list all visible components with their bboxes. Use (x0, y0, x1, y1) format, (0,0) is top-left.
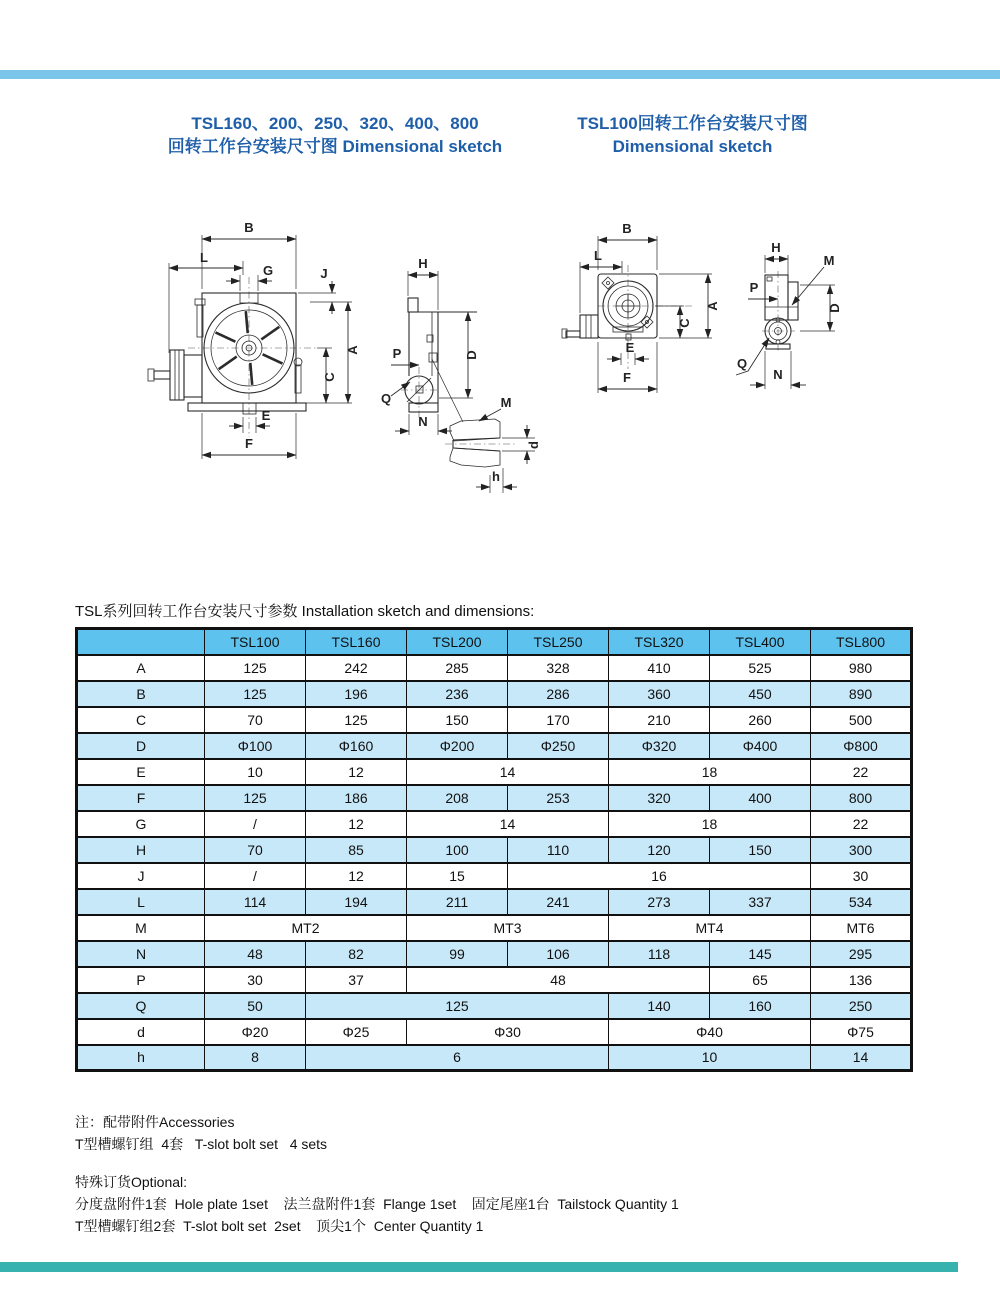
dimension-cell: 14 (407, 759, 609, 785)
dimension-cell: 337 (710, 889, 811, 915)
bottom-accent-bar (0, 1262, 958, 1272)
dim-label-j: J (320, 266, 328, 281)
dimension-cell: 150 (710, 837, 811, 863)
dimension-cell: 14 (811, 1045, 912, 1071)
dim-label-l: L (594, 248, 602, 263)
table-body (77, 655, 912, 1071)
dimension-cell: 30 (811, 863, 912, 889)
dimension-cell: 320 (609, 785, 710, 811)
dimension-cell: 37 (306, 967, 407, 993)
dimension-cell: Φ100 (205, 733, 306, 759)
dim-label-q: Q (380, 391, 392, 406)
dimension-cell: 48 (407, 967, 710, 993)
row-label: A (77, 655, 205, 681)
dimension-cell: 125 (306, 707, 407, 733)
dimension-cell: 10 (609, 1045, 811, 1071)
dimension-cell: 14 (407, 811, 609, 837)
row-label: E (77, 759, 205, 785)
dimension-cell: 150 (407, 707, 508, 733)
table-row (77, 707, 912, 733)
table-header (77, 629, 912, 655)
dimension-cell: 6 (306, 1045, 609, 1071)
dimension-cell: 70 (205, 707, 306, 733)
dimension-cell: 410 (609, 655, 710, 681)
dimension-cell: Φ160 (306, 733, 407, 759)
dimension-cell: Φ40 (609, 1019, 811, 1045)
dim-label-h-side: H (771, 240, 781, 255)
dimension-cell: 110 (508, 837, 609, 863)
dimension-cell: 260 (710, 707, 811, 733)
dim-label-p: P (392, 346, 402, 361)
dimension-cell: Φ25 (306, 1019, 407, 1045)
dim-label-f: F (245, 436, 253, 451)
dimension-cell: 125 (205, 655, 306, 681)
dimension-cell: 170 (508, 707, 609, 733)
table-row (77, 681, 912, 707)
sketch-side-view-tsl-series (375, 235, 555, 500)
dimension-cell: MT3 (407, 915, 609, 941)
row-label: G (77, 811, 205, 837)
dim-label-m: M (823, 253, 835, 268)
column-header: TSL800 (811, 629, 912, 655)
row-label: D (77, 733, 205, 759)
heading-tsl100 (535, 112, 850, 158)
dim-label-p: P (749, 280, 759, 295)
sketch-side-view-tsl100 (735, 225, 905, 410)
dim-label-n: N (773, 367, 783, 382)
dimension-cell: 300 (811, 837, 912, 863)
row-label: M (77, 915, 205, 941)
dimension-cell: 100 (407, 837, 508, 863)
row-label: N (77, 941, 205, 967)
dim-label-h-side: H (418, 256, 428, 271)
column-header: TSL100 (205, 629, 306, 655)
row-label: h (77, 1045, 205, 1071)
dimension-cell: 22 (811, 811, 912, 837)
dimension-cell: 295 (811, 941, 912, 967)
dimension-cell: 30 (205, 967, 306, 993)
table-row (77, 1045, 912, 1071)
row-label: P (77, 967, 205, 993)
column-header: TSL250 (508, 629, 609, 655)
row-label: C (77, 707, 205, 733)
heading-tsl-series-line2: 回转工作台安装尺寸图 Dimensional sketch (167, 137, 503, 156)
note-optional-item2: T型槽螺钉组2套 T-slot bolt set 2set 顶尖1个 Center Quantity 1 (75, 1218, 484, 1234)
dimension-cell: 50 (205, 993, 306, 1019)
dim-label-n: N (418, 414, 428, 429)
dimension-cell: 360 (609, 681, 710, 707)
dimension-cell: MT6 (811, 915, 912, 941)
table-row (77, 941, 912, 967)
table-row (77, 837, 912, 863)
dimension-cell: 241 (508, 889, 609, 915)
dimension-cell: 125 (205, 681, 306, 707)
dimension-cell: MT4 (609, 915, 811, 941)
dim-label-c: C (677, 318, 692, 328)
corner-cell (77, 629, 205, 655)
dimension-cell: Φ75 (811, 1019, 912, 1045)
column-header: TSL320 (609, 629, 710, 655)
note-optional-label: 特殊订货Optional: (75, 1174, 188, 1190)
dimension-cell: 250 (811, 993, 912, 1019)
row-label: L (77, 889, 205, 915)
dimension-cell: 210 (609, 707, 710, 733)
row-label: H (77, 837, 205, 863)
dimension-cell: 273 (609, 889, 710, 915)
row-label: J (77, 863, 205, 889)
column-header: TSL160 (306, 629, 407, 655)
row-label: B (77, 681, 205, 707)
dim-label-a: A (705, 301, 720, 311)
dimension-cell: 70 (205, 837, 306, 863)
dimension-cell: 285 (407, 655, 508, 681)
dim-label-c: C (322, 372, 337, 382)
top-accent-bar (0, 70, 1000, 79)
dimension-cell: 194 (306, 889, 407, 915)
dim-label-d-major: D (827, 303, 842, 313)
dimension-cell: 186 (306, 785, 407, 811)
table-row (77, 811, 912, 837)
dimension-cell: Φ30 (407, 1019, 609, 1045)
column-header: TSL200 (407, 629, 508, 655)
note-optional-item1: 分度盘附件1套 Hole plate 1set 法兰盘附件1套 Flange 1set 固定尾座1台 Tailstock Quantity 1 (75, 1196, 679, 1212)
dim-label-h-minor: h (492, 469, 500, 484)
dimension-cell: 120 (609, 837, 710, 863)
heading-tsl100-line1: TSL100回转工作台安装尺寸图 (577, 114, 808, 133)
dim-label-b: B (244, 220, 254, 235)
table-row (77, 993, 912, 1019)
dimension-cell: 8 (205, 1045, 306, 1071)
dimension-cell: 211 (407, 889, 508, 915)
dimension-cell: 10 (205, 759, 306, 785)
table-row (77, 915, 912, 941)
dim-label-l: L (200, 250, 208, 265)
dimension-cell: 18 (609, 759, 811, 785)
heading-tsl100-line2: Dimensional sketch (612, 137, 773, 156)
dimension-cell: 16 (508, 863, 811, 889)
dimension-cell: 208 (407, 785, 508, 811)
dimension-cell: 236 (407, 681, 508, 707)
dim-label-f: F (623, 370, 631, 385)
dimension-cell: 82 (306, 941, 407, 967)
dimension-cell: 99 (407, 941, 508, 967)
dimension-cell: 125 (205, 785, 306, 811)
dimensions-table (75, 627, 913, 1072)
table-row (77, 1019, 912, 1045)
dimension-cell: 500 (811, 707, 912, 733)
dim-label-b: B (622, 221, 632, 236)
dimension-cell: 160 (710, 993, 811, 1019)
header-row (77, 629, 912, 655)
sketch-front-view-tsl-series (140, 205, 380, 490)
dimension-cell: / (205, 863, 306, 889)
dimension-cell: Φ400 (710, 733, 811, 759)
dimension-cell: 136 (811, 967, 912, 993)
dimension-cell: 12 (306, 759, 407, 785)
table-title: TSL系列回转工作台安装尺寸参数 Installation sketch and dimensions: (75, 603, 535, 620)
dim-label-e: E (625, 340, 635, 355)
dimension-cell: 525 (710, 655, 811, 681)
note-accessories-item: T型槽螺钉组 4套 T-slot bolt set 4 sets (75, 1136, 328, 1152)
sketch-front-view-tsl100 (560, 215, 740, 410)
dimension-cell: Φ320 (609, 733, 710, 759)
dimension-cell: 145 (710, 941, 811, 967)
dimension-cell: 890 (811, 681, 912, 707)
dim-label-d-minor: d (526, 441, 541, 449)
dim-label-g: G (262, 263, 274, 278)
table-row (77, 733, 912, 759)
dimension-cell: 980 (811, 655, 912, 681)
dimension-cell: 12 (306, 811, 407, 837)
dimension-cell: 328 (508, 655, 609, 681)
dimension-cell: 118 (609, 941, 710, 967)
table-row (77, 967, 912, 993)
table-row (77, 759, 912, 785)
dimension-cell: Φ800 (811, 733, 912, 759)
dimension-cell: Φ200 (407, 733, 508, 759)
dimension-cell: / (205, 811, 306, 837)
dimension-cell: 400 (710, 785, 811, 811)
dimension-cell: 48 (205, 941, 306, 967)
table-row (77, 655, 912, 681)
heading-tsl-series-line1: TSL160、200、250、320、400、800 (191, 114, 479, 133)
dimension-cell: 65 (710, 967, 811, 993)
dim-label-d-major: D (464, 350, 479, 360)
dimension-cell: 114 (205, 889, 306, 915)
dim-label-m: M (500, 395, 512, 410)
row-label: F (77, 785, 205, 811)
dim-label-a: A (345, 345, 360, 355)
table-row (77, 785, 912, 811)
row-label: Q (77, 993, 205, 1019)
dimension-cell: 196 (306, 681, 407, 707)
dimension-cell: 286 (508, 681, 609, 707)
dimension-cell: 106 (508, 941, 609, 967)
dimension-cell: 253 (508, 785, 609, 811)
dimension-cell: 125 (306, 993, 609, 1019)
note-accessories-label: 注：配带附件Accessories (75, 1114, 235, 1130)
dimension-cell: Φ250 (508, 733, 609, 759)
dimension-cell: 140 (609, 993, 710, 1019)
heading-tsl-series (150, 112, 520, 158)
dimension-cell: MT2 (205, 915, 407, 941)
table-row (77, 863, 912, 889)
table-row (77, 889, 912, 915)
dimension-cell: Φ20 (205, 1019, 306, 1045)
column-header: TSL400 (710, 629, 811, 655)
row-label: d (77, 1019, 205, 1045)
dimension-cell: 450 (710, 681, 811, 707)
dimension-cell: 22 (811, 759, 912, 785)
dimension-cell: 534 (811, 889, 912, 915)
dim-label-e: E (261, 408, 271, 423)
dimension-cell: 15 (407, 863, 508, 889)
dim-label-q: Q (736, 356, 748, 371)
dimension-cell: 85 (306, 837, 407, 863)
dimension-cell: 800 (811, 785, 912, 811)
dimension-cell: 12 (306, 863, 407, 889)
dimension-cell: 18 (609, 811, 811, 837)
dimension-cell: 242 (306, 655, 407, 681)
